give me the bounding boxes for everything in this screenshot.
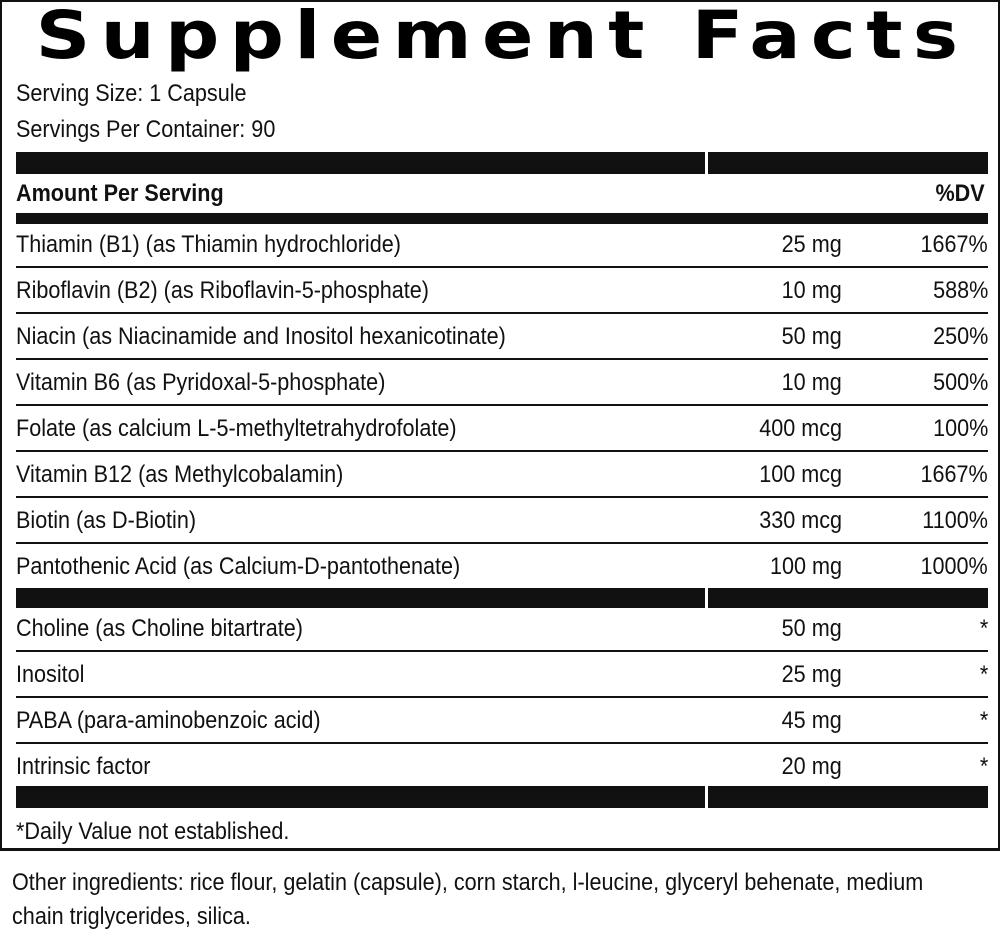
nutrient-row <box>16 744 988 790</box>
nutrient-amount: 10 mg <box>781 277 842 304</box>
nutrient-amount: 330 mcg <box>759 507 842 534</box>
nutrient-dv: * <box>979 707 988 734</box>
thick-divider-middle <box>16 588 988 608</box>
daily-value-footnote: *Daily Value not established. <box>16 818 290 845</box>
nutrient-row <box>16 222 988 268</box>
nutrient-name: Intrinsic factor <box>16 753 151 780</box>
nutrient-dv: 250% <box>932 323 988 350</box>
nutrient-name: Thiamin (B1) (as Thiamin hydrochloride) <box>16 231 401 258</box>
nutrient-row <box>16 314 988 360</box>
nutrient-name: Vitamin B6 (as Pyridoxal-5-phosphate) <box>16 369 386 396</box>
servings-per-container: Servings Per Container: 90 <box>16 116 276 143</box>
nutrient-row <box>16 498 988 544</box>
nutrient-amount: 100 mcg <box>759 461 842 488</box>
nutrient-row <box>16 406 988 452</box>
header-dv: %DV <box>935 180 985 207</box>
thick-divider-top <box>16 152 988 174</box>
nutrient-name: Inositol <box>16 661 85 688</box>
nutrient-row <box>16 698 988 744</box>
nutrient-name: Riboflavin (B2) (as Riboflavin-5-phosphate) <box>16 277 430 304</box>
nutrient-dv: * <box>979 615 988 642</box>
nutrient-dv: * <box>979 661 988 688</box>
nutrient-amount: 400 mcg <box>759 415 842 442</box>
nutrient-name: Vitamin B12 (as Methylcobalamin) <box>16 461 344 488</box>
nutrient-amount: 50 mg <box>781 323 842 350</box>
nutrient-amount: 45 mg <box>781 707 842 734</box>
nutrient-row <box>16 360 988 406</box>
nutrient-row <box>16 606 988 652</box>
nutrient-dv: 1100% <box>922 507 988 534</box>
nutrient-dv: 1667% <box>920 461 988 488</box>
nutrient-amount: 100 mg <box>769 553 842 580</box>
nutrient-name: PABA (para-aminobenzoic acid) <box>16 707 321 734</box>
nutrient-amount: 10 mg <box>781 369 842 396</box>
thick-divider-bottom <box>16 786 988 808</box>
nutrient-amount: 20 mg <box>781 753 842 780</box>
header-amount-per-serving: Amount Per Serving <box>16 180 224 207</box>
nutrient-amount: 25 mg <box>781 661 842 688</box>
nutrient-name: Niacin (as Niacinamide and Inositol hexanicotinate) <box>16 323 506 350</box>
nutrient-name: Choline (as Choline bitartrate) <box>16 615 303 642</box>
other-ingredients: Other ingredients: rice flour, gelatin (capsule), corn starch, l-leucine, glyceryl behenate, medium chain triglycerides, silica. <box>12 869 924 930</box>
nutrient-name: Pantothenic Acid (as Calcium-D-pantothenate) <box>16 553 461 580</box>
nutrient-dv: 500% <box>932 369 988 396</box>
nutrient-row <box>16 452 988 498</box>
nutrient-amount: 50 mg <box>781 615 842 642</box>
nutrient-row <box>16 268 988 314</box>
nutrient-dv: 1667% <box>920 231 988 258</box>
nutrient-amount: 25 mg <box>781 231 842 258</box>
nutrient-dv: 1000% <box>920 553 988 580</box>
nutrient-row <box>16 544 988 590</box>
nutrient-dv: * <box>979 753 988 780</box>
nutrient-row <box>16 652 988 698</box>
label-title: Supplement Facts <box>35 0 969 74</box>
nutrient-name: Folate (as calcium L-5-methyltetrahydrofolate) <box>16 415 457 442</box>
serving-size: Serving Size: 1 Capsule <box>16 80 247 107</box>
nutrient-dv: 100% <box>932 415 988 442</box>
nutrient-dv: 588% <box>932 277 988 304</box>
nutrient-name: Biotin (as D-Biotin) <box>16 507 197 534</box>
